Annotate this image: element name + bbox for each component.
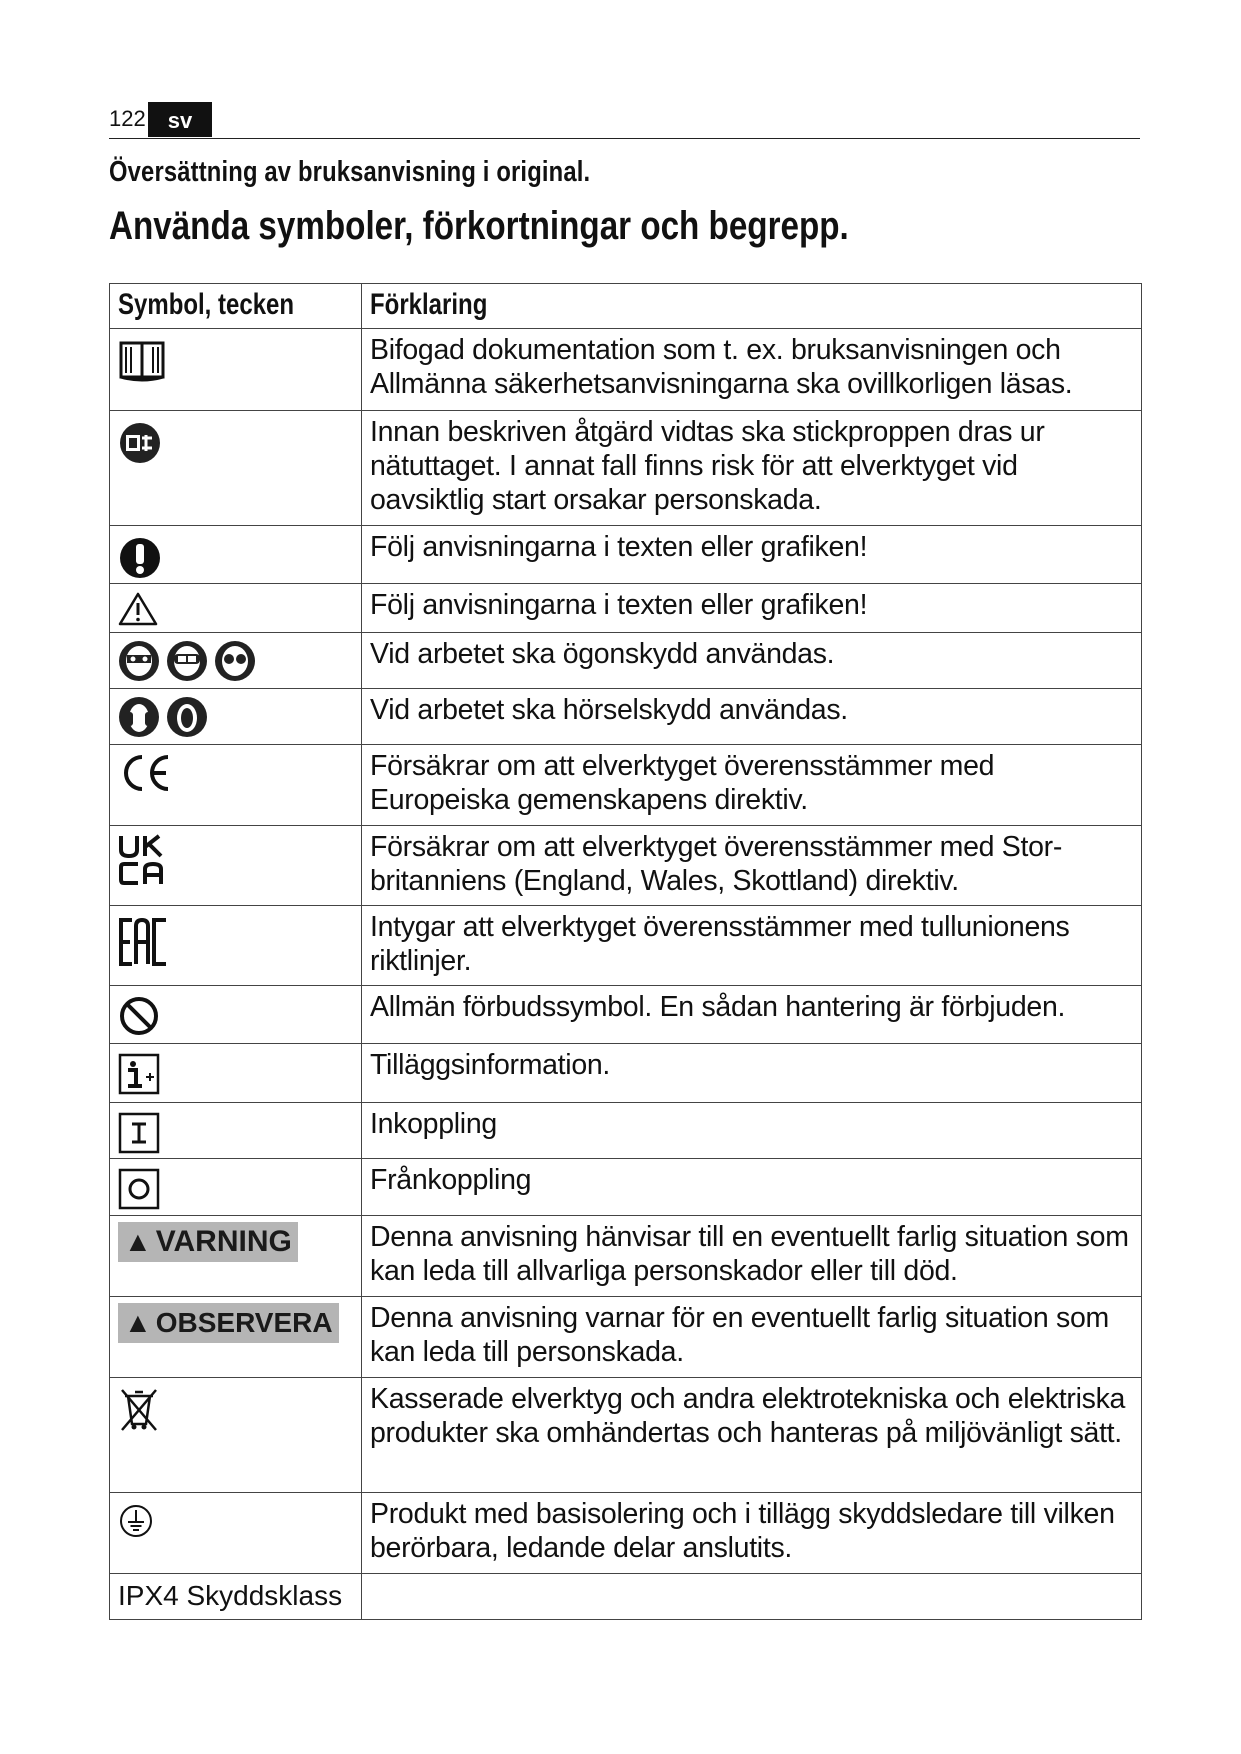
table-row xyxy=(110,826,1142,906)
table-row xyxy=(110,329,1142,411)
description-cell xyxy=(362,584,1142,633)
switch-on-icon xyxy=(118,1112,160,1154)
language-tab: sv xyxy=(148,102,212,137)
ukca-mark-icon xyxy=(118,834,168,886)
column-header-symbol xyxy=(110,284,362,329)
description-text: Försäkrar om att elverktyget överensstämmer med Stor-britanniens (England, Wales, Skottland) direktiv. xyxy=(370,831,1063,897)
safety-glasses-icon xyxy=(215,641,255,681)
page-header xyxy=(109,102,1140,139)
prohibition-icon xyxy=(118,995,160,1037)
table-row xyxy=(110,1297,1142,1378)
symbol-cell xyxy=(110,689,362,745)
symbol-cell xyxy=(110,1216,362,1297)
symbol-cell xyxy=(110,1378,362,1493)
symbol-cell xyxy=(110,526,362,584)
description-cell xyxy=(362,329,1142,411)
description-text: Vid arbetet ska hörselskydd användas. xyxy=(370,694,848,726)
column-header-symbol-label: Symbol, tecken xyxy=(118,288,295,321)
description-cell xyxy=(362,745,1142,826)
description-text: Bifogad dokumentation som t. ex. bruksanvisningen och Allmänna säkerhetsanvisningarna ska ovillkorligen läsas. xyxy=(370,334,1073,400)
symbol-cell xyxy=(110,1574,362,1620)
description-text: Följ anvisningarna i texten eller grafiken! xyxy=(370,589,868,621)
description-cell xyxy=(362,1159,1142,1216)
symbol-cell xyxy=(110,1103,362,1159)
table-row xyxy=(110,745,1142,826)
table-row xyxy=(110,1044,1142,1103)
description-cell xyxy=(362,1044,1142,1103)
warning-triangle-icon xyxy=(118,592,158,626)
table-row xyxy=(110,411,1142,526)
table-row xyxy=(110,906,1142,986)
weee-bin-icon xyxy=(118,1386,160,1432)
description-cell xyxy=(362,526,1142,584)
page-number: 122 xyxy=(109,106,146,131)
eac-mark-icon xyxy=(118,918,170,966)
column-header-explanation-label: Förklaring xyxy=(370,288,488,321)
description-text: Vid arbetet ska ögonskydd användas. xyxy=(370,638,835,670)
ear-plugs-icon xyxy=(167,697,207,737)
table-row xyxy=(110,1159,1142,1216)
description-cell xyxy=(362,986,1142,1044)
table-header-row xyxy=(110,284,1142,329)
description-text: Produkt med basisolering och i tillägg skyddsledare till vilken berörbara, ledande delar anslutits. xyxy=(370,1498,1115,1564)
symbol-cell xyxy=(110,411,362,526)
table-row xyxy=(110,1493,1142,1574)
warning-triangle-filled-icon: ▲ xyxy=(124,1307,152,1338)
symbol-cell xyxy=(110,633,362,689)
symbol-cell xyxy=(110,1493,362,1574)
description-text: Tilläggsinformation. xyxy=(370,1049,611,1081)
face-shield-icon xyxy=(119,641,159,681)
mandatory-instruction-icon xyxy=(118,536,162,580)
table-row xyxy=(110,1103,1142,1159)
unplug-icon xyxy=(118,421,162,465)
symbol-cell xyxy=(110,906,362,986)
description-cell xyxy=(362,1574,1142,1620)
hearing-protection-icons xyxy=(118,695,210,739)
description-text xyxy=(362,1574,1141,1580)
description-text: Försäkrar om att elverktyget överensstämmer med Europeiska gemenskapens direktiv. xyxy=(370,750,995,816)
symbol-cell xyxy=(110,329,362,411)
description-text: Denna anvisning hänvisar till en eventuellt farlig situation som kan leda till allvarliga personskador eller till död. xyxy=(370,1221,1129,1287)
symbol-cell xyxy=(110,584,362,633)
switch-off-icon xyxy=(118,1168,160,1210)
description-cell xyxy=(362,1378,1142,1493)
goggles-icon xyxy=(167,641,207,681)
description-text: Allmän förbudssymbol. En sådan hantering är förbjuden. xyxy=(370,991,1066,1023)
description-cell xyxy=(362,1216,1142,1297)
ipx4-label: IPX4 Skyddsklass xyxy=(118,1580,343,1611)
signal-badge xyxy=(118,1222,298,1262)
table-row xyxy=(110,1574,1142,1620)
page-title: Använda symboler, förkortningar och begrepp. xyxy=(109,204,849,248)
symbols-table xyxy=(109,283,1142,1620)
table-row xyxy=(110,526,1142,584)
signal-label: VARNING xyxy=(155,1225,292,1258)
description-text: Frånkoppling xyxy=(370,1164,532,1196)
eye-protection-icons xyxy=(118,639,258,683)
description-cell xyxy=(362,689,1142,745)
symbol-cell xyxy=(110,1044,362,1103)
description-text: Innan beskriven åtgärd vidtas ska stickproppen dras ur nätuttaget. I annat fall finns risk för att elverktyget vid oavsiktlig start orsakar personskada. xyxy=(370,416,1045,516)
description-cell xyxy=(362,1103,1142,1159)
caution-signal-word xyxy=(118,1303,339,1343)
symbol-cell xyxy=(110,745,362,826)
description-text: Intygar att elverktyget överensstämmer med tullunionens riktlinjer. xyxy=(370,911,1070,977)
column-header-explanation xyxy=(362,284,1142,329)
table-row xyxy=(110,1216,1142,1297)
description-text: Inkoppling xyxy=(370,1108,497,1140)
signal-label: OBSERVERA xyxy=(155,1307,333,1338)
signal-badge xyxy=(118,1303,339,1343)
ce-mark-icon xyxy=(118,753,176,793)
description-cell xyxy=(362,906,1142,986)
description-cell xyxy=(362,826,1142,906)
read-manual-icon xyxy=(118,339,166,383)
table-row xyxy=(110,1378,1142,1493)
table-row xyxy=(110,986,1142,1044)
table-row xyxy=(110,584,1142,633)
table-row xyxy=(110,633,1142,689)
protective-earth-icon xyxy=(118,1503,154,1539)
document-subtitle: Översättning av bruksanvisning i original. xyxy=(109,156,591,188)
description-cell xyxy=(362,633,1142,689)
symbol-cell xyxy=(110,1297,362,1378)
description-text: Följ anvisningarna i texten eller grafiken! xyxy=(370,531,868,563)
description-cell xyxy=(362,411,1142,526)
symbol-cell xyxy=(110,1159,362,1216)
description-cell xyxy=(362,1493,1142,1574)
warning-signal-word xyxy=(118,1222,298,1262)
symbol-cell xyxy=(110,826,362,906)
description-cell xyxy=(362,1297,1142,1378)
warning-triangle-filled-icon: ▲ xyxy=(124,1226,152,1257)
info-icon xyxy=(118,1053,160,1095)
description-text: Denna anvisning varnar för en eventuellt farlig situation som kan leda till personskada. xyxy=(370,1302,1109,1368)
ear-muffs-icon xyxy=(119,697,159,737)
table-row xyxy=(110,689,1142,745)
description-text: Kasserade elverktyg och andra elektrotekniska och elektriska produkter ska omhändertas och hanteras på miljövänligt sätt. xyxy=(370,1383,1126,1449)
symbol-cell xyxy=(110,986,362,1044)
